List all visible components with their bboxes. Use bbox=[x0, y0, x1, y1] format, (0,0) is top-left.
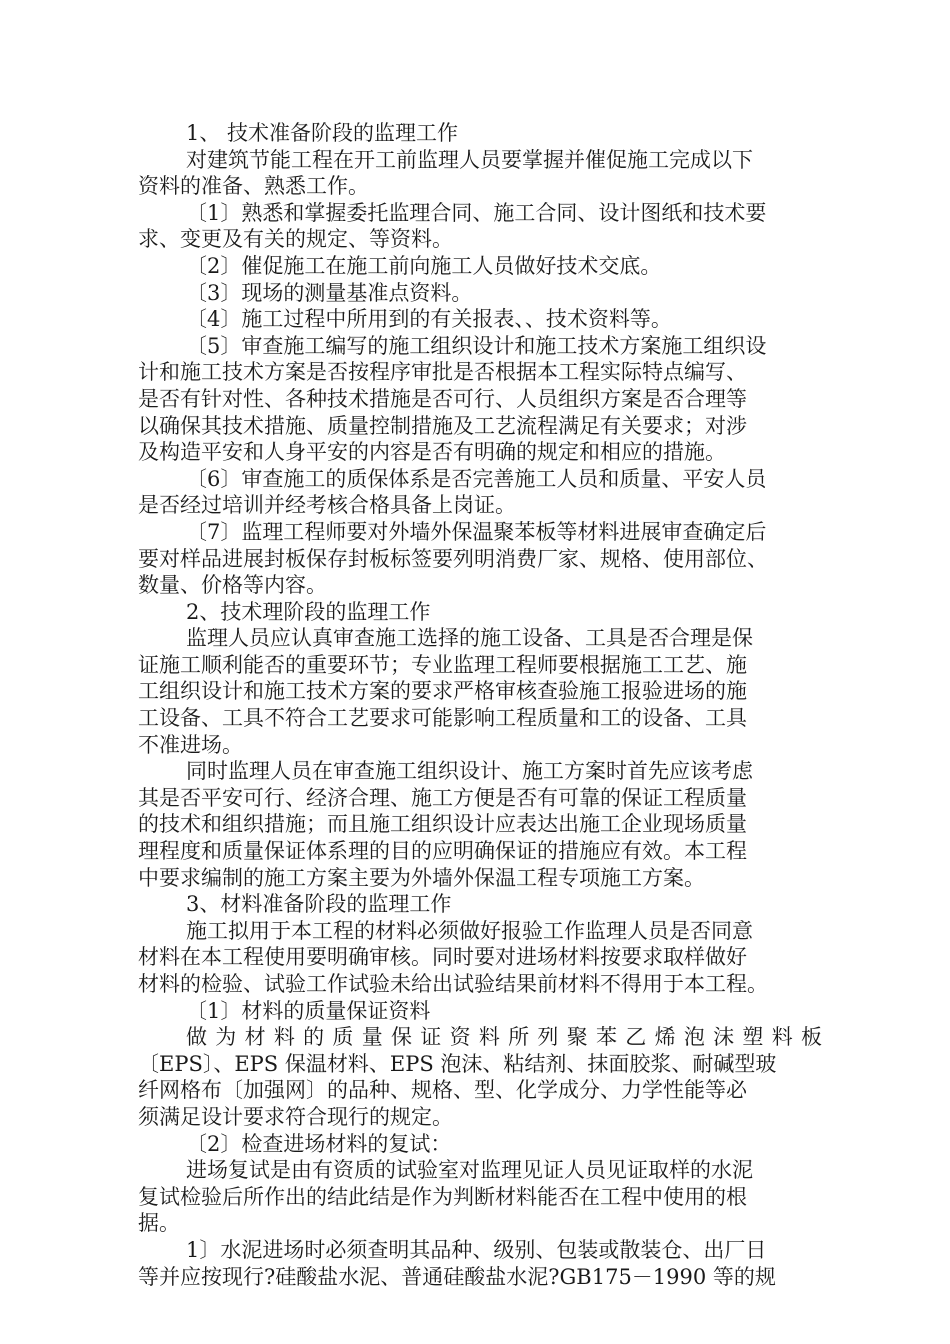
text-line: 计和施工技术方案是否按程序审批是否根据本工程实际特点编写、 bbox=[138, 360, 747, 385]
text-line: 〔2〕催促施工在施工前向施工人员做好技术交底。 bbox=[186, 253, 662, 278]
text-line: 进场复试是由有资质的试验室对监理见证人员见证取样的水泥 bbox=[186, 1158, 753, 1183]
text-line: 等并应按现行?硅酸盐水泥、普通硅酸盐水泥?GB175－1990 等的规 bbox=[138, 1264, 776, 1289]
text-line: 据。 bbox=[138, 1211, 180, 1236]
text-line: 做为材料的质量保证资料所列聚苯乙烯泡沫塑料板 bbox=[186, 1025, 822, 1050]
text-line: 对建筑节能工程在开工前监理人员要掌握并催促施工完成以下 bbox=[186, 147, 753, 172]
text-line: 2、技术理阶段的监理工作 bbox=[186, 599, 431, 624]
text-line: 纤网格布〔加强网〕的品种、规格、型、化学成分、力学性能等必 bbox=[138, 1078, 747, 1103]
text-line: 〔4〕施工过程中所用到的有关报表、、技术资料等。 bbox=[186, 307, 672, 332]
text-line: 〔1〕熟悉和掌握委托监理合同、施工合同、设计图纸和技术要 bbox=[186, 200, 767, 225]
text-line: 其是否平安可行、经济合理、施工方便是否有可靠的保证工程质量 bbox=[138, 785, 747, 810]
text-line: 须满足设计要求符合现行的规定。 bbox=[138, 1104, 453, 1129]
text-line: 监理人员应认真审查施工选择的施工设备、工具是否合理是保 bbox=[186, 626, 753, 651]
text-line: 〔1〕材料的质量保证资料 bbox=[186, 998, 431, 1023]
text-line: 〔EPS〕、EPS 保温材料、EPS 泡沫、粘结剂、抹面胶浆、耐碱型玻 bbox=[138, 1051, 777, 1076]
text-line: 理程度和质量保证体系理的目的应明确保证的措施应有效。本工程 bbox=[138, 839, 747, 864]
text-line: 〔6〕审查施工的质保体系是否完善施工人员和质量、平安人员 bbox=[186, 466, 767, 491]
text-line: 数量、价格等内容。 bbox=[138, 573, 327, 598]
text-line: 工设备、工具不符合工艺要求可能影响工程质量和工的设备、工具 bbox=[138, 706, 747, 731]
text-line: 材料在本工程使用要明确审核。同时要对进场材料按要求取样做好 bbox=[138, 945, 747, 970]
text-line: 3、材料准备阶段的监理工作 bbox=[186, 892, 452, 917]
text-line: 的技术和组织措施；而且施工组织设计应表达出施工企业现场质量 bbox=[138, 812, 747, 837]
text-line: 是否有针对性、各种技术措施是否可行、人员组织方案是否合理等 bbox=[138, 386, 747, 411]
text-line: 不准进场。 bbox=[138, 732, 243, 757]
text-line: 及构造平安和人身平安的内容是否有明确的规定和相应的措施。 bbox=[138, 440, 726, 465]
text-line: 施工拟用于本工程的材料必须做好报验工作监理人员是否同意 bbox=[186, 918, 753, 943]
text-line: 材料的检验、试验工作试验未给出试验结果前材料不得用于本工程。 bbox=[138, 972, 768, 996]
text-line: 证施工顺利能否的重要环节；专业监理工程师要根据施工工艺、施 bbox=[138, 652, 747, 677]
text-line: 复试检验后所作出的结此结是作为判断材料能否在工程中使用的根 bbox=[138, 1184, 747, 1209]
text-line: 1〕水泥进场时必须查明其品种、级别、包装或散装仓、出厂日 bbox=[186, 1237, 767, 1262]
text-line: 〔5〕审查施工编写的施工组织设计和施工技术方案施工组织设 bbox=[186, 333, 767, 358]
text-line: 工组织设计和施工技术方案的要求严格审核查验施工报验进场的施 bbox=[138, 679, 747, 704]
text-line: 是否经过培训并经考核合格具备上岗证。 bbox=[138, 493, 516, 518]
text-line: 同时监理人员在审查施工组织设计、施工方案时首先应该考虑 bbox=[186, 759, 753, 784]
document-body bbox=[138, 120, 822, 1290]
text-line: 求、变更及有关的规定、等资料。 bbox=[138, 227, 453, 252]
text-line: 〔7〕监理工程师要对外墙外保温聚苯板等材料进展审查确定后 bbox=[186, 519, 767, 544]
text-line: 1、 技术准备阶段的监理工作 bbox=[186, 121, 459, 145]
text-line: 中要求编制的施工方案主要为外墙外保温工程专项施工方案。 bbox=[138, 865, 705, 890]
text-line: 〔2〕检查进场材料的复试： bbox=[186, 1131, 452, 1156]
text-line: 以确保其技术措施、质量控制措施及工艺流程满足有关要求；对涉 bbox=[138, 413, 747, 438]
text-line: 〔3〕现场的测量基准点资料。 bbox=[186, 280, 473, 305]
text-line: 要对样品进展封板保存封板标签要列明消费厂家、规格、使用部位、 bbox=[138, 546, 768, 571]
text-line: 资料的准备、熟悉工作。 bbox=[138, 174, 369, 199]
